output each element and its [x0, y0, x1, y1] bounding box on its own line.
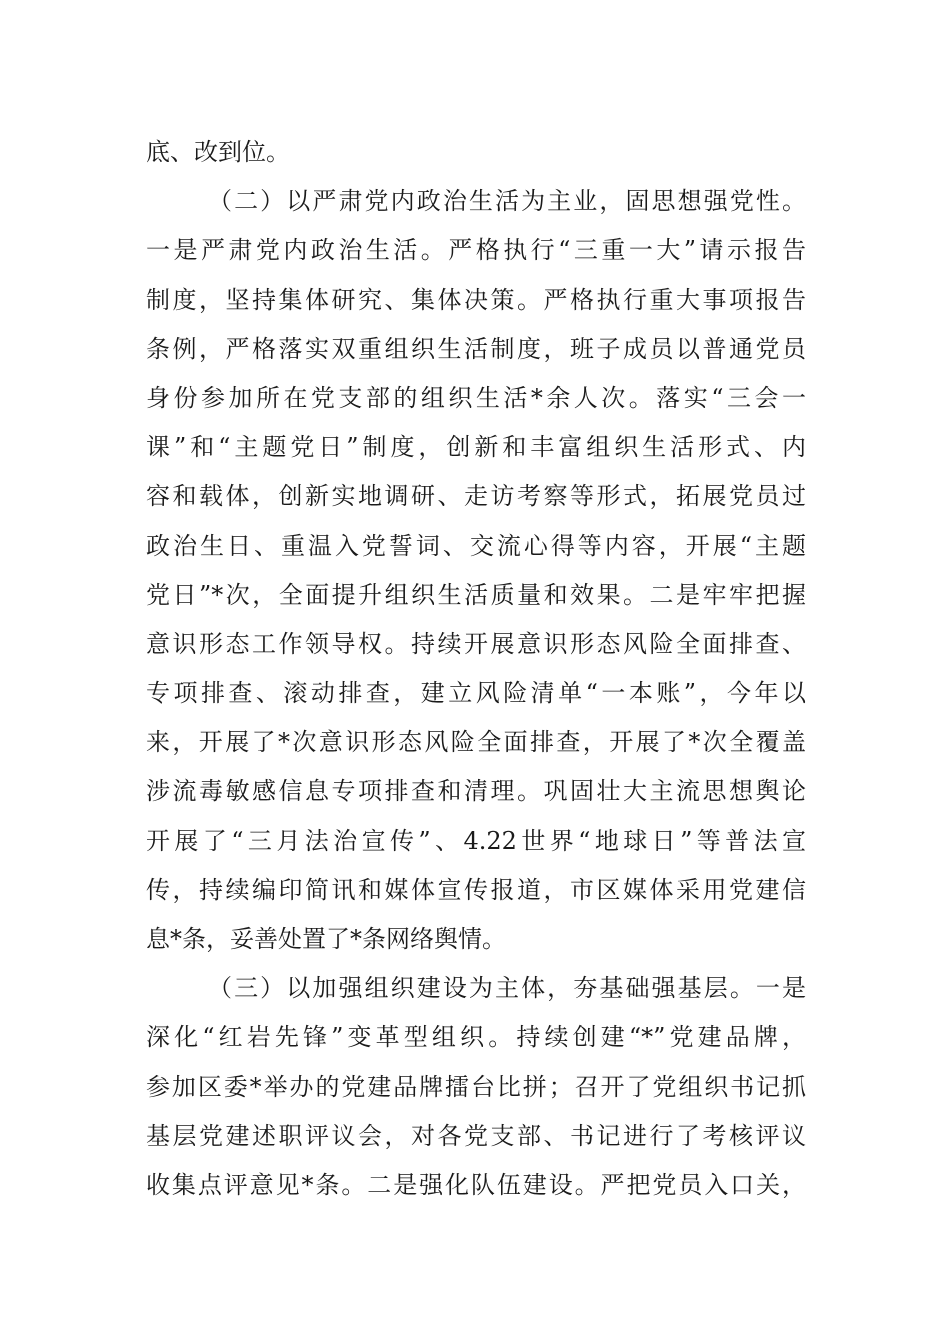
text-line: 收集点评意见*条。二是强化队伍建设。严把党员入口关， [146, 1170, 806, 1199]
text-line: 身份参加所在党支部的组织生活*余人次。落实“三会一 [146, 383, 806, 412]
text-line: 传，持续编印简讯和媒体宣传报道，市区媒体采用党建信 [146, 875, 806, 904]
text-line: 参加区委*举办的党建品牌擂台比拼；召开了党组织书记抓 [146, 1072, 806, 1101]
text-line: 一是严肃党内政治生活。严格执行“三重一大”请示报告 [146, 236, 806, 265]
text-line: （三）以加强组织建设为主体，夯基础强基层。一是 [208, 974, 806, 1003]
text-line: 制度，坚持集体研究、集体决策。严格执行重大事项报告 [146, 285, 806, 314]
text-line: 政治生日、重温入党誓词、交流心得等内容，开展“主题 [146, 531, 806, 560]
text-line: 涉流毒敏感信息专项排查和清理。巩固壮大主流思想舆论 [146, 777, 806, 806]
text-line: （二）以严肃党内政治生活为主业，固思想强党性。 [208, 187, 806, 216]
text-line: 底、改到位。 [146, 138, 290, 166]
text-line: 条例，严格落实双重组织生活制度，班子成员以普通党员 [146, 334, 806, 363]
text-line: 党日”*次，全面提升组织生活质量和效果。二是牢牢把握 [146, 580, 806, 609]
text-line: 基层党建述职评议会，对各党支部、书记进行了考核评议 [146, 1121, 806, 1150]
text-line: 息*条，妥善处置了*条网络舆情。 [146, 925, 506, 953]
text-line: 开展了“三月法治宣传”、4.22世界“地球日”等普法宣 [146, 826, 806, 855]
text-line: 深化“红岩先锋”变革型组织。持续创建“*”党建品牌， [146, 1023, 806, 1052]
body-text [146, 128, 806, 1210]
text-line: 课”和“主题党日”制度，创新和丰富组织生活形式、内 [146, 433, 806, 462]
text-line: 意识形态工作领导权。持续开展意识形态风险全面排查、 [146, 629, 806, 658]
text-line: 来，开展了*次意识形态风险全面排查，开展了*次全覆盖 [146, 728, 806, 757]
text-line: 专项排查、滚动排查，建立风险清单“一本账”，今年以 [146, 679, 806, 708]
text-line: 容和载体，创新实地调研、走访考察等形式，拓展党员过 [146, 482, 806, 511]
